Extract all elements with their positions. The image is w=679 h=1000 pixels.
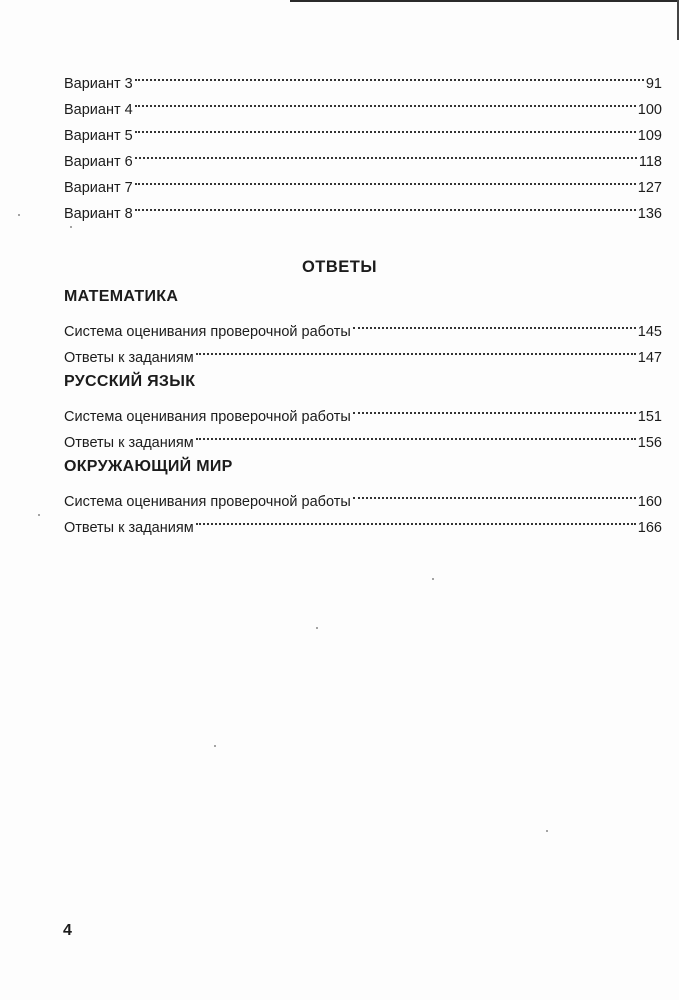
toc-row-page: 109: [637, 128, 662, 144]
toc-row-label: Система оценивания проверочной работы: [64, 409, 351, 425]
toc-row-page: 100: [637, 102, 662, 118]
dot-leader: [135, 88, 636, 114]
scan-speck: [70, 226, 72, 228]
toc-row-label: Вариант 5: [64, 128, 133, 144]
answers-title: ОТВЕТЫ: [301, 258, 378, 276]
dot-leader: [196, 336, 636, 362]
dot-leader: [353, 480, 636, 506]
toc-row-label: Вариант 4: [64, 102, 133, 118]
section-heading: МАТЕМАТИКА: [64, 288, 179, 305]
scan-speck: [432, 578, 434, 580]
toc-row-label: Вариант 8: [64, 206, 133, 222]
dot-leader: [196, 421, 636, 447]
toc-section-russian: [64, 369, 662, 451]
scan-speck: [546, 830, 548, 832]
section-heading: РУССКИЙ ЯЗЫК: [64, 373, 196, 390]
section-heading: ОКРУЖАЮЩИЙ МИР: [64, 458, 233, 475]
toc-row-page: 151: [637, 409, 662, 425]
dot-leader: [353, 395, 636, 421]
toc-row-variant-5[interactable]: [64, 114, 662, 144]
page-number: 4: [63, 922, 72, 939]
scan-speck: [214, 745, 216, 747]
toc-row-variant-4[interactable]: [64, 88, 662, 118]
toc-row-label: Вариант 3: [64, 76, 133, 92]
toc-row-page: 166: [637, 520, 662, 536]
dot-leader: [135, 140, 637, 166]
toc-row-page: 160: [637, 494, 662, 510]
toc-row-page: 118: [638, 154, 662, 170]
toc-row-page: 127: [637, 180, 662, 196]
toc-row-page: 136: [637, 206, 662, 222]
toc-row-label: Ответы к заданиям: [64, 520, 194, 536]
toc-row-russian-grading[interactable]: [64, 395, 662, 425]
toc-row-variant-7[interactable]: [64, 166, 662, 196]
toc-row-page: 145: [637, 324, 662, 340]
toc-row-world-grading[interactable]: [64, 480, 662, 510]
toc-row-math-grading[interactable]: [64, 310, 662, 340]
scan-edge-top: [290, 0, 679, 2]
toc-row-label: Вариант 7: [64, 180, 133, 196]
scan-speck: [18, 214, 20, 216]
toc-row-label: Система оценивания проверочной работы: [64, 494, 351, 510]
toc-section-math: [64, 284, 662, 366]
dot-leader: [353, 310, 636, 336]
dot-leader: [196, 506, 636, 532]
scan-speck: [316, 627, 318, 629]
dot-leader: [135, 114, 636, 140]
toc-row-label: Система оценивания проверочной работы: [64, 324, 351, 340]
toc-row-label: Ответы к заданиям: [64, 435, 194, 451]
dot-leader: [135, 192, 636, 218]
toc-row-variant-8[interactable]: [64, 192, 662, 222]
toc-row-label: Вариант 6: [64, 154, 133, 170]
toc-row-label: Ответы к заданиям: [64, 350, 194, 366]
toc-variants: [64, 62, 662, 222]
toc-row-page: 147: [637, 350, 662, 366]
scan-speck: [38, 514, 40, 516]
toc-row-page: 156: [637, 435, 662, 451]
toc-row-variant-6[interactable]: [64, 140, 662, 170]
toc-row-variant-3[interactable]: [64, 62, 662, 92]
dot-leader: [135, 62, 644, 88]
toc-section-world: [64, 454, 662, 536]
dot-leader: [135, 166, 636, 192]
toc-row-page: 91: [645, 76, 662, 92]
